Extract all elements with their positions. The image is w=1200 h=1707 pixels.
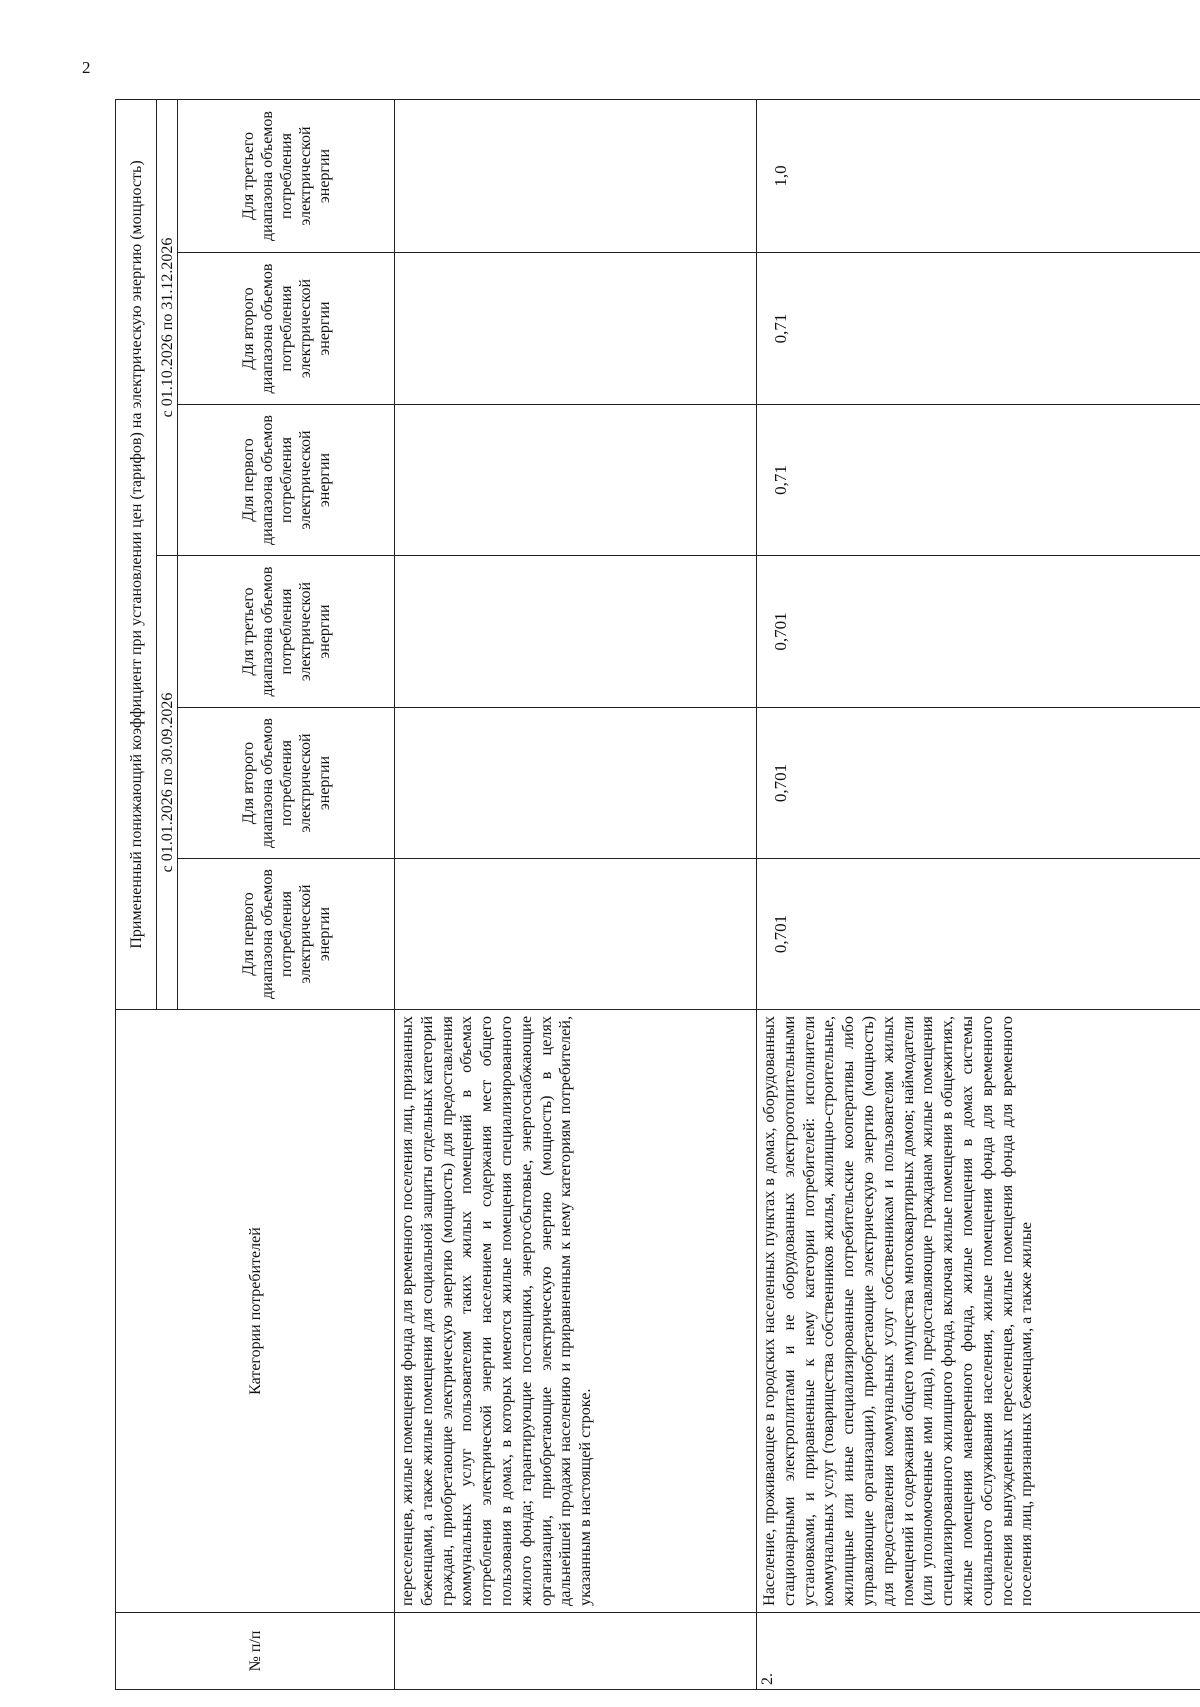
value-cell [395,405,757,556]
row-number: 2. [757,1613,1200,1690]
period-1-header: с 01.01.2026 по 30.09.2026 [157,556,178,1010]
p2-range-1-header: Для первого диапазона объемов потребления электрической энергии [178,405,395,556]
category-text: Население, проживающее в городских населенных пунктах в домах, оборудованных стационарными электроплитами и не оборудованных электроотопительными установками, и приравненные к нему категории потребителей: исполнители коммунальных услуг (товарищества собственников жилья, жилищно-строительные, жилищные или иные специализированные потребительские кооперативы либо управляющие организации), приобретающие электрическую энергию (мощность) для предоставления коммунальных услуг собственникам и пользователям жилых помещений и содержания общего имущества многоквартирных домов; наймодатели (или уполномоченные ими лица), предоставляющие гражданам жилые помещения специализированного жилищного фонда, включая жилые помещения в общежитиях, жилые помещения маневренного фонда, жилые помещения в домах системы социального обслуживания населения, жилые помещения фонда для временного поселения вынужденных переселенцев, жилые помещения фонда для временного поселения лиц, признанных беженцами, а также жилые [757,1010,1200,1613]
value-cell [395,708,757,859]
row-number [395,1613,757,1690]
coefficients-table [115,99,1200,1690]
value-cell: 0,701 [757,556,1200,708]
value-cell: 1,0 [757,99,1200,252]
p1-range-1-header: Для первого диапазона объемов потребления электрической энергии [178,859,395,1010]
value-cell: 0,71 [757,405,1200,556]
rotated-table-sheet [115,100,1200,1690]
value-cell: 0,701 [757,859,1200,1010]
value-cell: 0,71 [757,253,1200,405]
page-number: 2 [82,58,91,77]
table-row [757,99,1200,1689]
p1-range-2-header: Для второго диапазона объемов потребления электрической энергии [178,708,395,859]
category-text: переселенцев, жилые помещения фонда для временного поселения лиц, признанных беженцами, а также жилые помещения для социальной защиты отдельных категорий граждан, приобретающие электрическую энергию (мощность) для предоставления коммунальных услуг пользователям таких жилых помещений в объемах потребления электрической энергии населением и содержания мест общего пользования в домах, в которых имеются жилые помещения специализированного жилого фонда; гарантирующие поставщики, энергосбытовые, энергоснабжающие организации, приобретающие электрическую энергию (мощность) в целях дальнейшей продажи населению и приравненным к нему категориям потребителей, указанным в настоящей строке. [395,1010,757,1613]
p2-range-2-header: Для второго диапазона объемов потребления электрической энергии [178,253,395,405]
period-2-header: с 01.10.2026 по 31.12.2026 [157,99,178,555]
value-cell [395,859,757,1010]
coefficient-header: Примененный понижающий коэффициент при установлении цен (тарифов) на электрическую энергию (мощность) [116,99,157,1009]
num-header: № п/п [116,1613,395,1690]
value-cell [395,556,757,708]
value-cell: 0,701 [757,708,1200,859]
value-cell [395,253,757,405]
p1-range-3-header: Для третьего диапазона объемов потребления электрической энергии [178,556,395,708]
table-row [395,99,757,1689]
category-header: Категории потребителей [116,1010,395,1613]
value-cell [395,99,757,252]
p2-range-3-header: Для третьего диапазона объемов потребления электрической энергии [178,99,395,252]
